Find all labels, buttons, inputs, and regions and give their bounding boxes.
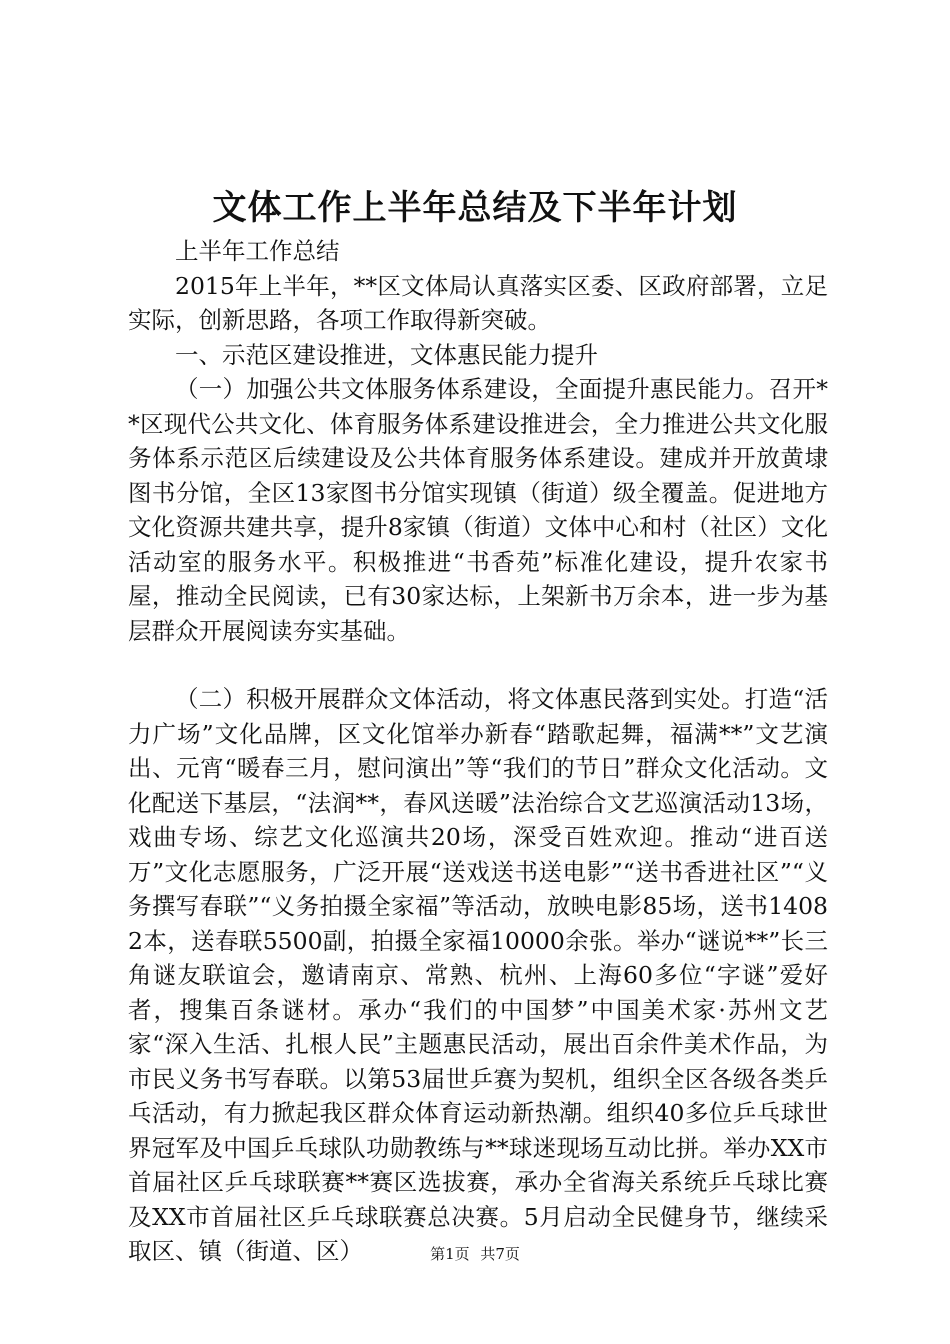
section-heading-first-half: 上半年工作总结 <box>175 237 340 265</box>
document-title: 文体工作上半年总结及下半年计划 <box>212 188 738 228</box>
page-number: 第1页 <box>430 1245 470 1263</box>
page-footer <box>0 1243 950 1265</box>
document-body <box>128 234 828 1269</box>
paragraph-subsection-2: （二）积极开展群众文体活动，将文体惠民落到实处。打造“活力广场”文化品牌，区文化馆举办新春“踏歌起舞，福满**”文艺演出、元宵“暖春三月，慰问演出”等“我们的节日”群众文化活动。文化配送下基层，“法润**，春风送暖”法治综合文艺巡演活动13场，戏曲专场、综艺文化巡演共20场，深受百姓欢迎。推动“进百送万”文化志愿服务，广泛开展“送戏送书送电影”“送书香进社区”“义务撰写春联”“义务拍摄全家福”等活动，放映电影85场，送书14082本，送春联5500副，拍摄全家福10000余张。举办“谜说**”长三角谜友联谊会，邀请南京、常熟、杭州、上海60多位“字谜”爱好者，搜集百条谜材。承办“我们的中国梦”中国美术家·苏州文艺家“深入生活、扎根人民”主题惠民活动，展出百余件美术作品，为市民义务书写春联。以第53届世乒赛为契机，组织全区各级各类乒乓活动，有力掀起我区群众体育运动新热潮。组织40多位乒乓球世界冠军及中国乒乓球队功勋教练与**球迷现场互动比拼。举办XX市首届社区乒乓球联赛**赛区选拔赛，承办全省海关系统乒乓球比赛及XX市首届社区乒乓球联赛总决赛。5月启动全民健身节，继续采取区、镇（街道、区） <box>128 685 828 1265</box>
total-pages: 共7页 <box>480 1245 520 1263</box>
section-heading-1: 一、示范区建设推进，文体惠民能力提升 <box>175 340 598 369</box>
intro-paragraph: 2015年上半年，**区文体局认真落实区委、区政府部署，立足实际，创新思路，各项工作取得新突破。 <box>128 271 828 334</box>
paragraph-subsection-1: （一）加强公共文体服务体系建设，全面提升惠民能力。召开**区现代公共文化、体育服务体系建设推进会，全力推进公共文化服务体系示范区后续建设及公共体育服务体系建设。建成并开放黄埭图书分馆，全区13家图书分馆实现镇（街道）级全覆盖。促进地方文化资源共建共享，提升8家镇（街道）文体中心和村（社区）文化活动室的服务水平。积极推进“书香苑”标准化建设，提升农家书屋，推动全民阅读，已有30家达标，上架新书万余本，进一步为基层群众开展阅读夯实基础。 <box>128 375 828 645</box>
